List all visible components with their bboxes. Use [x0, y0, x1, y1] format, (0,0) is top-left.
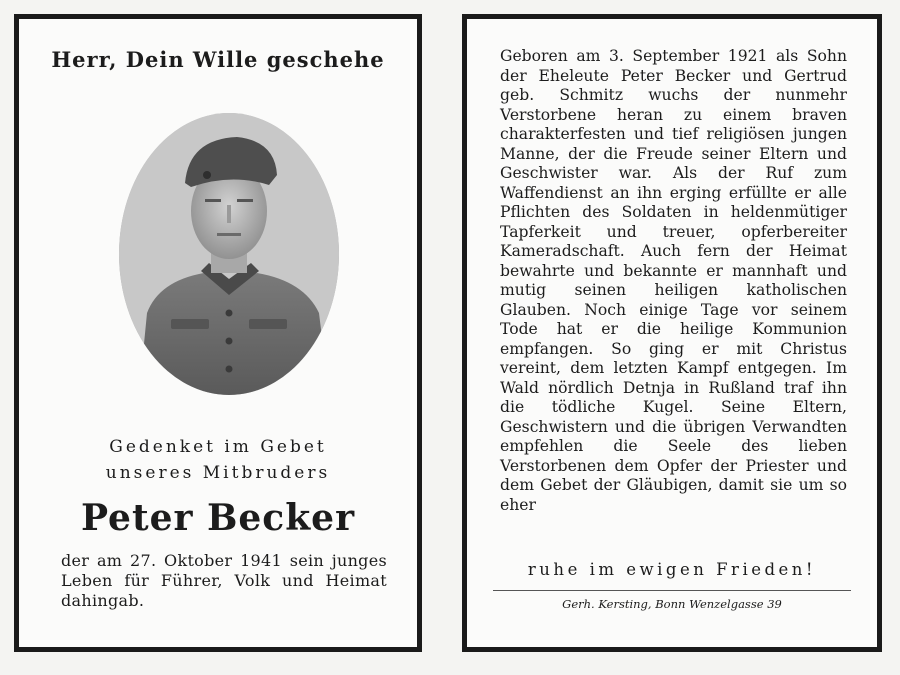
divider-line — [493, 590, 851, 591]
closing-line: ruhe im ewigen Frieden! — [527, 560, 817, 579]
portrait-photo — [119, 113, 339, 395]
death-statement: der am 27. Oktober 1941 sein junges Leben für Führer, Volk und Heimat dahingab. — [61, 551, 387, 610]
biography-text: Geboren am 3. September 1921 als Sohn der Eheleute Peter Becker und Gertrud geb. Schmitz wuchs der nunmehr Verstorbene heran zu einem braven charakterfesten und tief religiösen jungen Manne, der die Freude seiner Eltern und Geschwister war. Als der Ruf zum Waffendienst an ihn erging erfüllte er alle Pflichten des Soldaten in heldenmütiger Tapferkeit und treuer, opferbereiter Kameradschaft. Auch fern der Heimat bewahrte und bekannte er mannhaft und mutig seinen heiligen katholischen Glauben. Noch einige Tage vor seinem Tode hat er die heilige Kommunion empfangen. So ging er mit Christus vereint, dem letzten Kampf entgegen. Im Wald nördlich Detnja in Rußland traf ihn die tödliche Kugel. Seine Eltern, Geschwistern und die übrigen Verwandten empfehlen die Seele des lieben Verstorbenen dem Opfer der Priester und dem Gebet der Gläubigen, damit sie um so eher — [500, 47, 847, 514]
memorial-card-back — [462, 14, 882, 652]
memorial-card-front — [14, 14, 422, 652]
deceased-name: Peter Becker — [80, 497, 356, 539]
soldier-portrait-image — [119, 113, 339, 395]
card-heading: Herr, Dein Wille geschehe — [51, 47, 385, 72]
printer-imprint: Gerh. Kersting, Bonn Wenzelgasse 39 — [562, 597, 782, 611]
prayer-line-1: Gedenket im Gebet — [109, 437, 327, 457]
prayer-line-2: unseres Mitbruders — [105, 463, 331, 483]
